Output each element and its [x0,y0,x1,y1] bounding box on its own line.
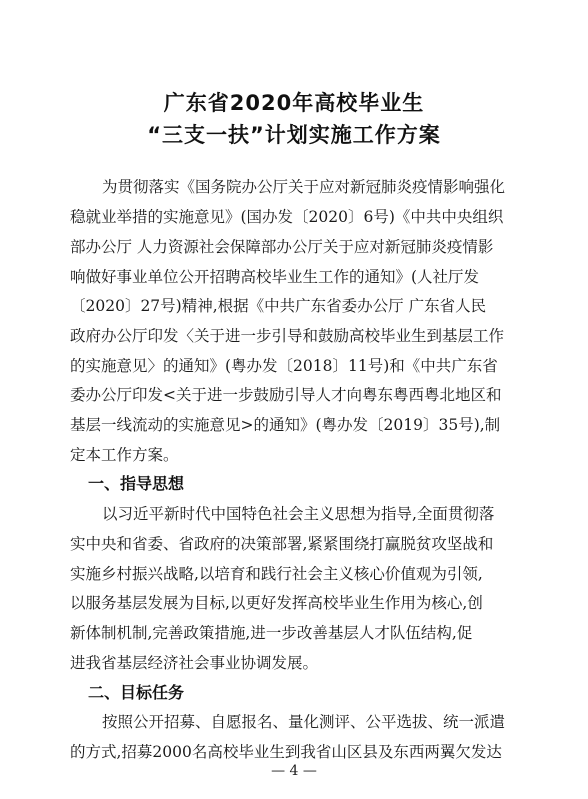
section1-line: 进我省基层经济社会事业协调发展。 [70,654,319,672]
section-heading-guiding-thought: 一、指导思想 [88,474,185,493]
section1-line: 以习近平新时代中国特色社会主义思想为指导,全面贯彻落 [102,505,495,523]
section-heading-objectives: 二、目标任务 [88,683,185,702]
section2-line: 按照公开招募、自愿报名、量化测评、公平选拔、统一派遣 [102,713,506,731]
section1-line: 新体制机制,完善政策措施,进一步改善基层人才队伍结构,促 [70,624,473,642]
section2-line: 的方式,招募2000名高校毕业生到我省山区县及东西两翼欠发达 [70,743,502,761]
section1-line: 以服务基层发展为目标,以更好发挥高校毕业生作用为核心,创 [70,594,483,612]
preamble-line: 委办公厅印发<关于进一步鼓励引导人才向粤东粤西粤北地区和 [70,386,502,404]
preamble-line: 的实施意见〉的通知》(粤办发〔2018〕11号)和《中共广东省 [70,357,498,375]
preamble-line: 基层一线流动的实施意见>的通知》(粤办发〔2019〕35号),制 [70,416,501,434]
preamble-line: 政府办公厅印发〈关于进一步引导和鼓励高校毕业生到基层工作 [70,327,505,345]
preamble-line: 部办公厅 人力资源社会保障部办公厅关于应对新冠肺炎疫情影 [70,238,494,256]
document-title-line-1: 广东省2020年高校毕业生 [163,91,425,115]
page-number: — 4 — [271,763,317,779]
section1-line: 实施乡村振兴战略,以培育和践行社会主义核心价值观为引领, [70,565,483,583]
preamble-line: 为贯彻落实《国务院办公厅关于应对新冠肺炎疫情影响强化 [102,178,506,196]
section1-line: 实中央和省委、省政府的决策部署,紧紧围绕打赢脱贫攻坚战和 [70,535,494,553]
preamble-line: 定本工作方案。 [70,446,179,464]
preamble-line: 响做好事业单位公开招聘高校毕业生工作的通知》(人社厅发 [70,268,480,286]
document-title-line-2: “三支一扶”计划实施工作方案 [147,123,441,147]
preamble-line: 稳就业举措的实施意见》(国办发〔2020〕6号)《中共中央组织 [70,208,504,226]
preamble-line: 〔2020〕27号)精神,根据《中共广东省委办公厅 广东省人民 [70,297,487,315]
